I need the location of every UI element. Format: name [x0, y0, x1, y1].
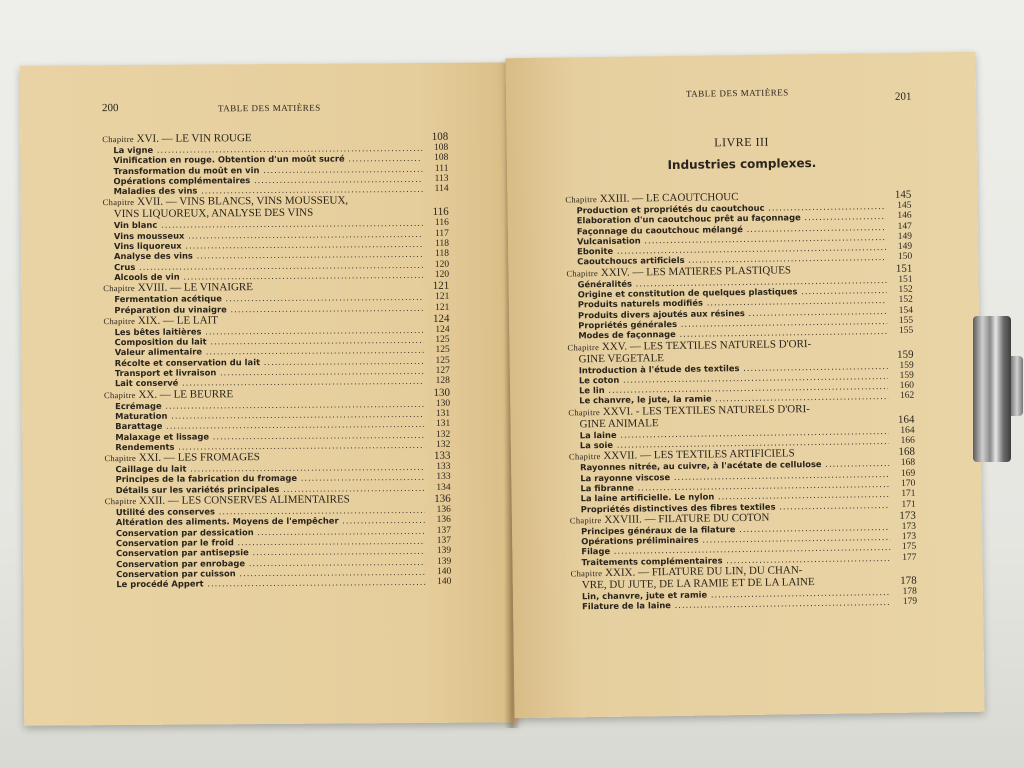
clip-arm — [1011, 356, 1023, 416]
chapter-number: XX. — [138, 388, 158, 401]
chapter-prefix: Chapitre — [103, 389, 136, 400]
toc-entry-page: 136 — [436, 504, 451, 515]
toc-entry — [105, 577, 451, 590]
toc-entry-page: 140 — [436, 566, 452, 577]
toc-entry-page: 121 — [435, 302, 450, 313]
toc-entry-title: La soie ..... — [580, 436, 889, 451]
toc-entry-title: Propriétés générales ..... — [578, 316, 887, 331]
toc-entry-page: 125 — [435, 355, 450, 366]
toc-entry-page: 162 — [899, 391, 915, 402]
chapter-page-number: 178 — [900, 574, 917, 587]
toc-entry-page: 133 — [436, 472, 451, 483]
toc-entry-page: 166 — [900, 435, 915, 446]
toc-entry-page: 139 — [436, 545, 452, 557]
chapter-page-number: 151 — [895, 262, 913, 275]
chapter-number: XVIII. — [137, 281, 168, 295]
toc-entry-title: Modes de façonnage ..... — [578, 326, 887, 341]
chapter-block — [102, 131, 448, 197]
chapter-title-text: — LES FROMAGES — [163, 451, 260, 464]
toc-entry-page: 137 — [436, 525, 451, 536]
toc-entry-title: Préparation du vinaigre ..... — [114, 302, 423, 314]
chapter-page-number: 124 — [432, 312, 450, 325]
running-header: TABLE DES MATIÈRES — [217, 102, 321, 114]
toc-entry-page: 108 — [434, 153, 449, 164]
toc-entry-page: 152 — [898, 284, 913, 295]
chapter-block — [103, 194, 450, 282]
toc-entry-page: 111 — [434, 163, 449, 174]
toc-entry-title: Vin blanc ..... — [114, 218, 423, 230]
chapter-page-number: 164 — [897, 413, 915, 426]
toc-entry-page: 132 — [436, 439, 451, 450]
toc-entry-title: Traitements complémentaires ..... — [581, 553, 890, 568]
chapter-heading — [103, 194, 449, 220]
toc-entry-title: Vulcanisation ..... — [577, 232, 886, 247]
toc-entry-page: 150 — [897, 252, 913, 263]
toc-entry-page: 173 — [901, 531, 917, 542]
toc-entry-title: Alcools de vin ..... — [114, 270, 423, 282]
toc-entry-page: 155 — [898, 315, 914, 326]
toc-entry-title: Conservation par cuisson ..... — [116, 567, 425, 579]
toc-entry-title: Opérations complémentaires ..... — [113, 174, 422, 186]
toc-entry-title: Principes généraux de la filature ..... — [581, 522, 890, 537]
chapter-block — [105, 493, 452, 590]
chapter-number: XXIII. — [599, 192, 630, 206]
toc-entry-title: Altération des aliments. Moyens de l'empêcher ..... — [116, 515, 425, 527]
chapter-title-continued: VINS LIQUOREUX, ANALYSE DES VINS — [113, 207, 314, 221]
clip-bar — [973, 316, 1011, 462]
toc-entry-page: 152 — [898, 295, 913, 306]
chapter-number: XVII. — [137, 196, 164, 209]
toc-entry-title: Conservation par dessication ..... — [116, 526, 425, 538]
toc-entry-page: 118 — [435, 238, 449, 249]
toc-entry-page: 177 — [902, 552, 917, 563]
toc-entry-title: Conservation par antisepsie ..... — [116, 546, 425, 558]
toc-entry-title: Ecrémage ..... — [115, 399, 424, 411]
chapter-prefix: Chapitre — [102, 197, 135, 208]
chapter-prefix: Chapitre — [103, 283, 135, 294]
toc-entry-title: Caoutchoucs artificiels ..... — [577, 253, 886, 268]
toc-entry-title: Vins mousseux ..... — [114, 229, 423, 241]
chapter-prefix: Chapitre — [569, 514, 602, 526]
toc-entry-title: Production et propriétés du caoutchouc ..... — [576, 201, 885, 216]
chapter-prefix: Chapitre — [568, 406, 601, 418]
toc-entry-title: Le lin ..... — [579, 381, 888, 396]
toc-entry-page: 173 — [901, 521, 917, 532]
toc-entry-title: Lin, chanvre, jute et ramie ..... — [582, 587, 891, 602]
chapter-page-number: 121 — [432, 280, 450, 293]
book-part-title: Industries complexes. — [667, 155, 817, 173]
left-page — [20, 62, 519, 725]
toc-entry-title: Conservation par le froid ..... — [116, 536, 425, 548]
toc-entry-page: 127 — [435, 365, 450, 376]
toc-entry-title: Propriétés distinctives des fibres textiles ..... — [581, 500, 890, 515]
toc-entry-page: 116 — [434, 218, 449, 229]
toc-entry-title: Utilité des conserves ..... — [116, 505, 425, 517]
toc-entry-page: 145 — [897, 200, 912, 211]
chapter-prefix: Chapitre — [104, 453, 137, 464]
chapter-title — [103, 194, 421, 220]
toc-entry-title: Transport et livraison ..... — [115, 366, 424, 378]
toc-entry-title: Analyse des vins ..... — [114, 249, 423, 261]
chapter-number: XXVIII. — [604, 513, 642, 526]
toc-entry-page: 168 — [900, 457, 916, 469]
toc-entry-title: Maladies des vins ..... — [114, 184, 423, 196]
toc-entry-page: 124 — [435, 324, 450, 335]
chapter-block — [569, 446, 916, 514]
toc-entry-title: Lait conservé ..... — [115, 376, 424, 388]
chapter-title-continued: GINE ANIMALE — [579, 416, 659, 431]
toc-entry-title: Façonnage du caoutchouc mélangé ..... — [577, 222, 886, 237]
chapter-title-text: — LES TEXTILES NATURELS D'ORI- — [629, 337, 812, 353]
chapter-prefix: Chapitre — [102, 133, 134, 145]
toc-entry-page: 146 — [897, 210, 912, 222]
toc-entry-title: Composition du lait ..... — [115, 335, 424, 347]
toc-entry-page: 170 — [901, 478, 916, 489]
chapter-number: XXII. — [139, 494, 166, 507]
chapter-title-text: — LE LAIT — [162, 314, 218, 327]
toc-entry-page: 159 — [899, 360, 914, 371]
toc-entry-title: Origine et constitution de quelques plastiques ..... — [578, 285, 887, 300]
chapter-prefix: Chapitre — [568, 451, 601, 462]
toc-entry-page: 125 — [435, 345, 450, 356]
chapter-block — [104, 450, 450, 495]
chapter-page-number: 130 — [433, 386, 451, 399]
toc-entry-page: 160 — [899, 380, 915, 391]
toc-entry-title: Crus ..... — [114, 260, 423, 272]
chapter-page-number: 173 — [899, 509, 916, 522]
toc-entry-title: Elaboration d'un caoutchouc prêt au façonnage ..... — [577, 211, 886, 226]
toc-entry-page: 155 — [898, 325, 914, 337]
chapter-title-text: — LE VINAIGRE — [170, 281, 254, 294]
toc-entry-title: Transformation du moût en vin ..... — [113, 164, 422, 176]
toc-entry-title: Vins liquoreux ..... — [114, 239, 423, 251]
toc-entry-page: 118 — [435, 249, 450, 260]
chapter-number: XIX. — [137, 314, 161, 327]
chapter-title-text: — LES CONSERVES ALIMENTAIRES — [167, 493, 350, 507]
toc-entry-page: 136 — [436, 515, 451, 526]
chapter-page-number: 116 — [432, 206, 449, 219]
chapter-title-text: — FILATURE DU LIN, DU CHAN- — [637, 564, 803, 579]
chapter-prefix: Chapitre — [570, 568, 603, 579]
livre-heading: LIVRE III — [714, 134, 770, 150]
toc-entry-page: 121 — [435, 292, 450, 303]
chapter-page-number: 168 — [898, 445, 916, 459]
chapter-title-text: — LE BEURRE — [159, 387, 234, 401]
toc-entry-title: Barattage ..... — [115, 419, 424, 431]
toc-entry-title: Produits divers ajoutés aux résines ..... — [578, 306, 887, 321]
chapter-number: XXVII. — [603, 449, 638, 463]
toc-entry-page: 130 — [435, 398, 451, 409]
chapter-number: XXVI. — [602, 405, 634, 418]
toc-entry-page: 125 — [435, 334, 450, 345]
toc-entry-page: 178 — [902, 586, 917, 597]
toc-entry-title: Filature de la laine ..... — [582, 597, 891, 612]
toc-entry-page: 149 — [897, 231, 913, 242]
right-page — [505, 52, 984, 718]
toc-entry-page: 133 — [436, 461, 451, 472]
chapter-title-text: — VINS BLANCS, VINS MOUSSEUX, — [165, 194, 349, 209]
chapter-block — [568, 401, 915, 450]
toc-entry-title: Ebonite ..... — [577, 242, 886, 257]
chapter-title-text: — LE VIN ROUGE — [161, 132, 252, 145]
chapter-title-text: — LES TEXTILES ARTIFICIELS — [639, 447, 795, 462]
toc-entry-title: Produits naturels modifiés ..... — [578, 295, 887, 310]
toc-entry-page: 128 — [435, 376, 450, 387]
toc-entry-page: 120 — [434, 259, 450, 270]
binder-clip — [973, 316, 1013, 462]
toc-entry-page: 159 — [899, 370, 914, 381]
toc-entry-page: 140 — [437, 576, 452, 587]
toc-entry-page: 132 — [436, 429, 451, 440]
chapter-number: XXI. — [138, 451, 162, 465]
chapter-page-number: 136 — [434, 492, 451, 505]
chapter-title-continued: VRE, DU JUTE, DE LA RAMIE ET DE LA LAINE — [581, 576, 815, 592]
toc-entry-page: 113 — [434, 173, 449, 184]
chapter-block — [566, 262, 913, 341]
toc-entry-page: 171 — [901, 499, 916, 510]
chapter-prefix: Chapitre — [104, 495, 137, 507]
running-header: TABLE DES MATIÈRES — [685, 87, 789, 99]
chapter-number: XXV. — [601, 340, 628, 353]
toc-entry-title: La laine ..... — [580, 426, 889, 441]
toc-entry-title: Récolte et conservation du lait ..... — [115, 356, 424, 368]
toc-entry-page: 134 — [436, 482, 451, 493]
toc-entry-page: 164 — [900, 425, 915, 436]
chapter-title-text: - LES TEXTILES NATURELS D'ORI- — [635, 402, 810, 418]
page-number: 200 — [101, 102, 119, 115]
chapter-block — [567, 336, 914, 406]
toc-entry-page: 154 — [898, 305, 914, 316]
chapter-block — [104, 386, 450, 452]
toc-entry-title: Rendements ..... — [115, 440, 424, 452]
chapter-number: XXIV. — [600, 266, 630, 279]
chapter-block — [571, 563, 918, 612]
chapter-page-number: 159 — [897, 348, 914, 361]
toc-entry-title: La rayonne viscose ..... — [580, 469, 889, 484]
toc-entry-title: Vinification en rouge. Obtention d'un moût sucré ..... — [113, 153, 422, 165]
toc-entry-page: 114 — [434, 183, 449, 195]
chapter-page-number: 145 — [894, 188, 912, 201]
chapter-title-continued: GINE VEGETALE — [578, 351, 665, 365]
toc-entry-title: Maturation ..... — [115, 409, 424, 421]
chapter-page-number: 133 — [433, 449, 451, 462]
chapter-page-number: 108 — [431, 130, 449, 143]
chapter-block — [103, 313, 450, 389]
toc-entry-page: 179 — [902, 596, 918, 608]
table-of-contents — [565, 189, 917, 612]
chapter-block — [570, 509, 917, 567]
table-of-contents — [102, 131, 451, 590]
toc-entry-title: Filage ..... — [581, 542, 890, 557]
toc-entry-page: 147 — [897, 221, 912, 232]
toc-entry-title: Opérations préliminaires ..... — [581, 532, 890, 547]
toc-entry-page: 175 — [901, 542, 917, 553]
toc-entry-title: Fermentation acétique ..... — [114, 292, 423, 304]
toc-entry-title: Détails sur les variétés principales ..... — [116, 483, 425, 495]
page-number: 201 — [894, 90, 912, 103]
toc-entry-title: Le chanvre, le jute, la ramie ..... — [579, 391, 888, 406]
chapter-number: XVI. — [136, 132, 159, 145]
chapter-title-text: — LES MATIERES PLASTIQUES — [632, 264, 792, 279]
toc-entry-title: La vigne ..... — [113, 143, 422, 155]
chapter-title-text: — LE CAOUTCHOUC — [632, 191, 739, 205]
chapter-prefix: Chapitre — [566, 267, 599, 279]
toc-entry-title: Introduction à l'étude des textiles ..... — [579, 361, 888, 376]
toc-entry-page: 151 — [898, 274, 913, 285]
toc-entry-title: Conservation par enrobage ..... — [116, 556, 425, 568]
chapter-block — [565, 189, 912, 268]
toc-entry-page: 120 — [434, 269, 450, 280]
chapter-number: XXIX. — [604, 566, 636, 579]
toc-entry-page: 171 — [901, 488, 916, 500]
toc-entry-title: Généralités ..... — [578, 275, 887, 290]
toc-entry-title: La laine artificielle. Le nylon ..... — [580, 489, 889, 504]
chapter-title-text: — FILATURE DU COTON — [644, 511, 770, 526]
toc-entry-title: La fibranne ..... — [580, 479, 889, 494]
toc-entry-page: 139 — [436, 556, 452, 567]
toc-entry-title: Le coton ..... — [579, 371, 888, 386]
toc-entry-page: 131 — [435, 418, 451, 430]
toc-entry-page: 149 — [897, 241, 913, 253]
toc-entry-title: Les bêtes laitières ..... — [115, 325, 424, 337]
chapter-block — [103, 280, 449, 315]
toc-entry-title: Caillage du lait ..... — [115, 462, 424, 474]
toc-entry-page: 131 — [435, 408, 451, 419]
toc-entry-page: 117 — [434, 228, 449, 239]
toc-entry-page: 137 — [436, 535, 452, 546]
chapter-prefix: Chapitre — [565, 194, 598, 205]
toc-entry-title: Le procédé Appert ..... — [116, 577, 425, 589]
toc-entry-title: Valeur alimentaire ..... — [115, 345, 424, 357]
toc-entry-page: 169 — [900, 468, 916, 479]
chapter-prefix: Chapitre — [103, 315, 136, 327]
toc-entry-title: Rayonnes nitrée, au cuivre, à l'acétate de cellulose ..... — [580, 458, 889, 473]
toc-entry-title: Principes de la fabrication du fromage ..... — [116, 472, 425, 484]
toc-entry-page: 108 — [434, 142, 449, 153]
chapter-prefix: Chapitre — [567, 341, 600, 353]
toc-entry-title: Malaxage et lissage ..... — [115, 429, 424, 441]
